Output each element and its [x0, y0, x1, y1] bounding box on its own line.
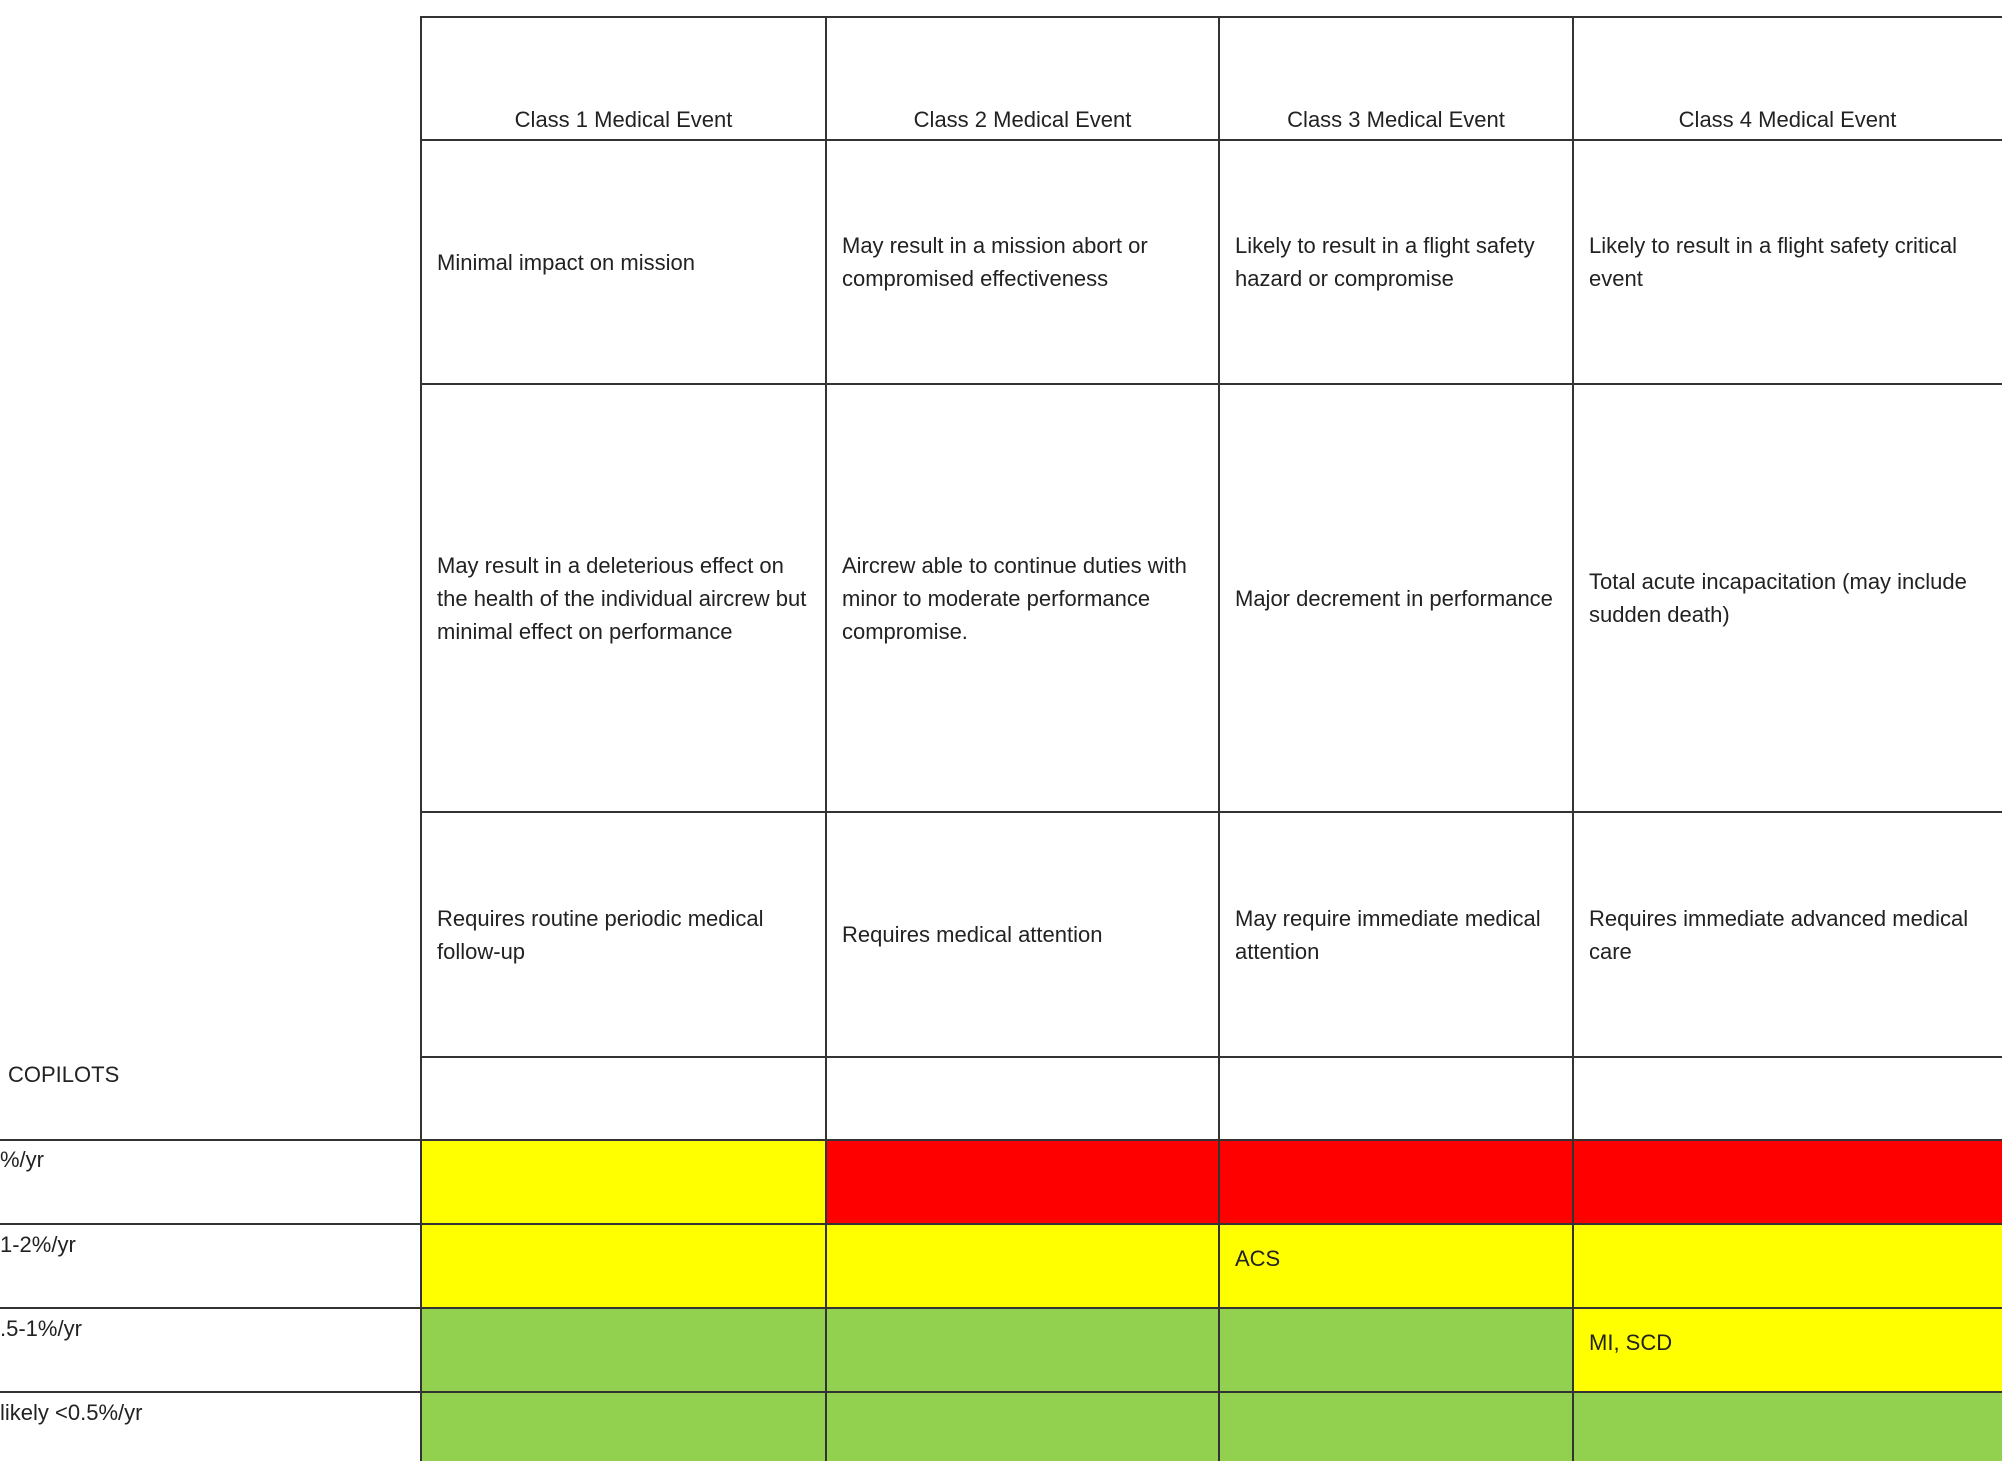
header-class-1: Class 1 Medical Event [514, 107, 733, 132]
copilots-blank-cell [421, 1057, 2002, 1140]
grid-line [825, 16, 827, 1461]
row-label-4-text: likely <0.5%/yr [0, 1400, 143, 1425]
risk-cell-r3-c2 [826, 1308, 1219, 1392]
mission-impact-class-1: Minimal impact on mission [437, 249, 695, 275]
grid-line [1572, 16, 1574, 1461]
performance-class-3: Major decrement in performance [1235, 585, 1553, 611]
performance-class-1: May result in a deleterious effect on the health of the individual aircrew but minimal effect on performance [437, 552, 807, 644]
medical-care-class-3: May require immediate medical attention [1235, 905, 1541, 964]
medical-care-class-2: Requires medical attention [842, 922, 1103, 947]
grid-line [421, 1139, 2002, 1141]
risk-cell-r2-c3: ACS [1219, 1224, 1573, 1308]
performance-class-4: Total acute incapacitation (may include sudden death) [1589, 569, 1967, 627]
grid-line [421, 811, 2002, 813]
risk-cell-r1-c1 [421, 1140, 826, 1224]
grid-line [421, 139, 2002, 141]
header-class-3: Class 3 Medical Event [1287, 107, 1505, 132]
risk-cell-r1-c4 [1573, 1140, 2002, 1224]
grid-line [420, 16, 422, 1461]
risk-cell-r4-c4 [1573, 1392, 2002, 1461]
risk-cell-r3-c4: MI, SCD [1573, 1308, 2002, 1392]
grid-line [421, 1391, 2002, 1393]
header-class-2: Class 2 Medical Event [913, 107, 1132, 132]
mission-impact-class-4: Likely to result in a flight safety critical event [1589, 233, 1958, 291]
risk-cell-r2-c4 [1573, 1224, 2002, 1308]
medical-care-class-4: Requires immediate advanced medical care [1589, 905, 1969, 964]
row-label-1-text: %/yr [0, 1147, 44, 1172]
performance-class-2: Aircrew able to continue duties with minor to moderate performance compromise. [842, 552, 1187, 644]
risk-cell-r2-c1 [421, 1224, 826, 1308]
header-class-4: Class 4 Medical Event [1678, 107, 1897, 132]
risk-cell-r4-c2 [826, 1392, 1219, 1461]
medical-care-class-1: Requires routine periodic medical follow-up [437, 905, 764, 964]
risk-cell-r2-c2 [826, 1224, 1219, 1308]
risk-cell-r4-c3 [1219, 1392, 1573, 1461]
row-label-2-text: 1-2%/yr [0, 1232, 76, 1257]
risk-cell-r4-c1 [421, 1392, 826, 1461]
row-label-copilots-text: COPILOTS [8, 1062, 120, 1087]
risk-cell-r1-c3 [1219, 1140, 1573, 1224]
risk-cell-r3-c3 [1219, 1308, 1573, 1392]
grid-line [421, 1056, 2002, 1058]
risk-cell-r3-c1 [421, 1308, 826, 1392]
grid-line [421, 1307, 2002, 1309]
grid-line [421, 16, 2002, 18]
grid-line [421, 383, 2002, 385]
risk-cell-r1-c2 [826, 1140, 1219, 1224]
grid-line [1218, 16, 1220, 1461]
grid-line [421, 1223, 2002, 1225]
mission-impact-class-3: Likely to result in a flight safety hazard or compromise [1235, 233, 1535, 291]
mission-impact-class-2: May result in a mission abort or compromised effectiveness [842, 233, 1148, 291]
row-label-3-text: .5-1%/yr [0, 1316, 82, 1341]
